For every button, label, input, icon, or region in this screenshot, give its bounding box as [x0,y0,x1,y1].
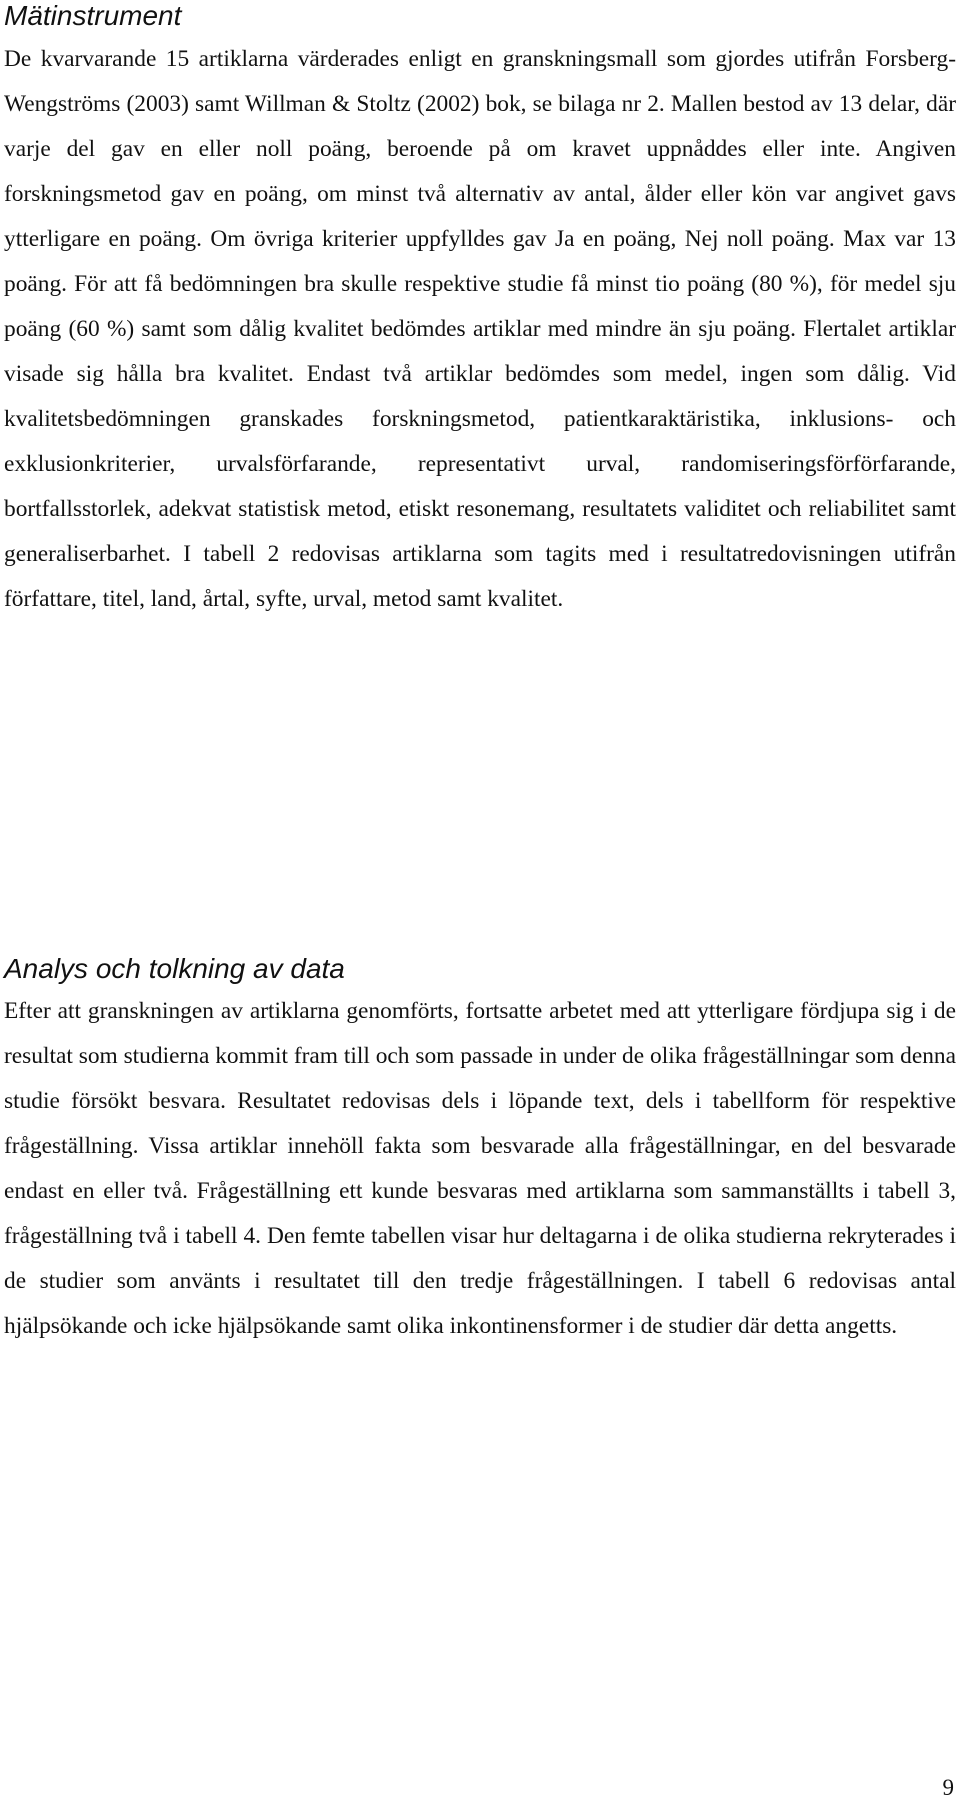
section-body-matinstrument: De kvarvarande 15 artiklarna värderades enligt en granskningsmall som gjordes utifrån Forsberg-Wengströms (2003) samt Willman & Stoltz (2002) bok, se bilaga nr 2. Mallen bestod av 13 delar, där varje del gav en eller noll poäng, beroende på om kravet uppnåddes eller inte. Angiven forskningsmetod gav en poäng, om minst två alternativ av antal, ålder eller kön var angivet gavs ytterligare en poäng. Om övriga kriterier uppfylldes gav Ja en poäng, Nej noll poäng. Max var 13 poäng. För att få bedömningen bra skulle respektive studie få minst tio poäng (80 %), för medel sju poäng (60 %) samt som dålig kvalitet bedömdes artiklar med mindre än sju poäng. Flertalet artiklar visade sig hålla bra kvalitet. Endast två artiklar bedömdes som medel, ingen som dålig. Vid kvalitetsbedömningen granskades forskningsmetod, patientkaraktäristika, inklusions- och exklusionkriterier, urvalsförfarande, representativt urval, randomiseringsförförfarande, bortfallsstorlek, adekvat statistisk metod, etiskt resonemang, resultatets validitet och reliabilitet samt generaliserbarhet. I tabell 2 redovisas artiklarna som tagits med i resultatredovisningen utifrån författare, titel, land, årtal, syfte, urval, metod samt kvalitet. [4,46,956,612]
page-number: 9 [942,1775,954,1800]
section-body-analys: Efter att granskningen av artiklarna genomförts, fortsatte arbetet med att ytterligare fördjupa sig i de resultat som studierna kommit fram till och som passade in under de olika frågeställningar som denna studie försökt besvara. Resultatet redovisas dels i löpande text, dels i tabellform för respektive frågeställning. Vissa artiklar innehöll fakta som besvarade alla frågeställningar, en del besvarade endast en eller två. Frågeställning ett kunde besvaras med artiklarna som sammanställts i tabell 3, frågeställning två i tabell 4. Den femte tabellen visar hur deltagarna i de olika studierna rekryterades i de studier som använts i resultatet till den tredje frågeställningen. I tabell 6 redovisas antal hjälpsökande och icke hjälpsökande samt olika inkontinensformer i de studier där detta angetts. [4,998,956,1339]
section-heading-analys: Analys och tolkning av data [4,953,345,984]
section-heading-matinstrument: Mätinstrument [4,0,182,31]
